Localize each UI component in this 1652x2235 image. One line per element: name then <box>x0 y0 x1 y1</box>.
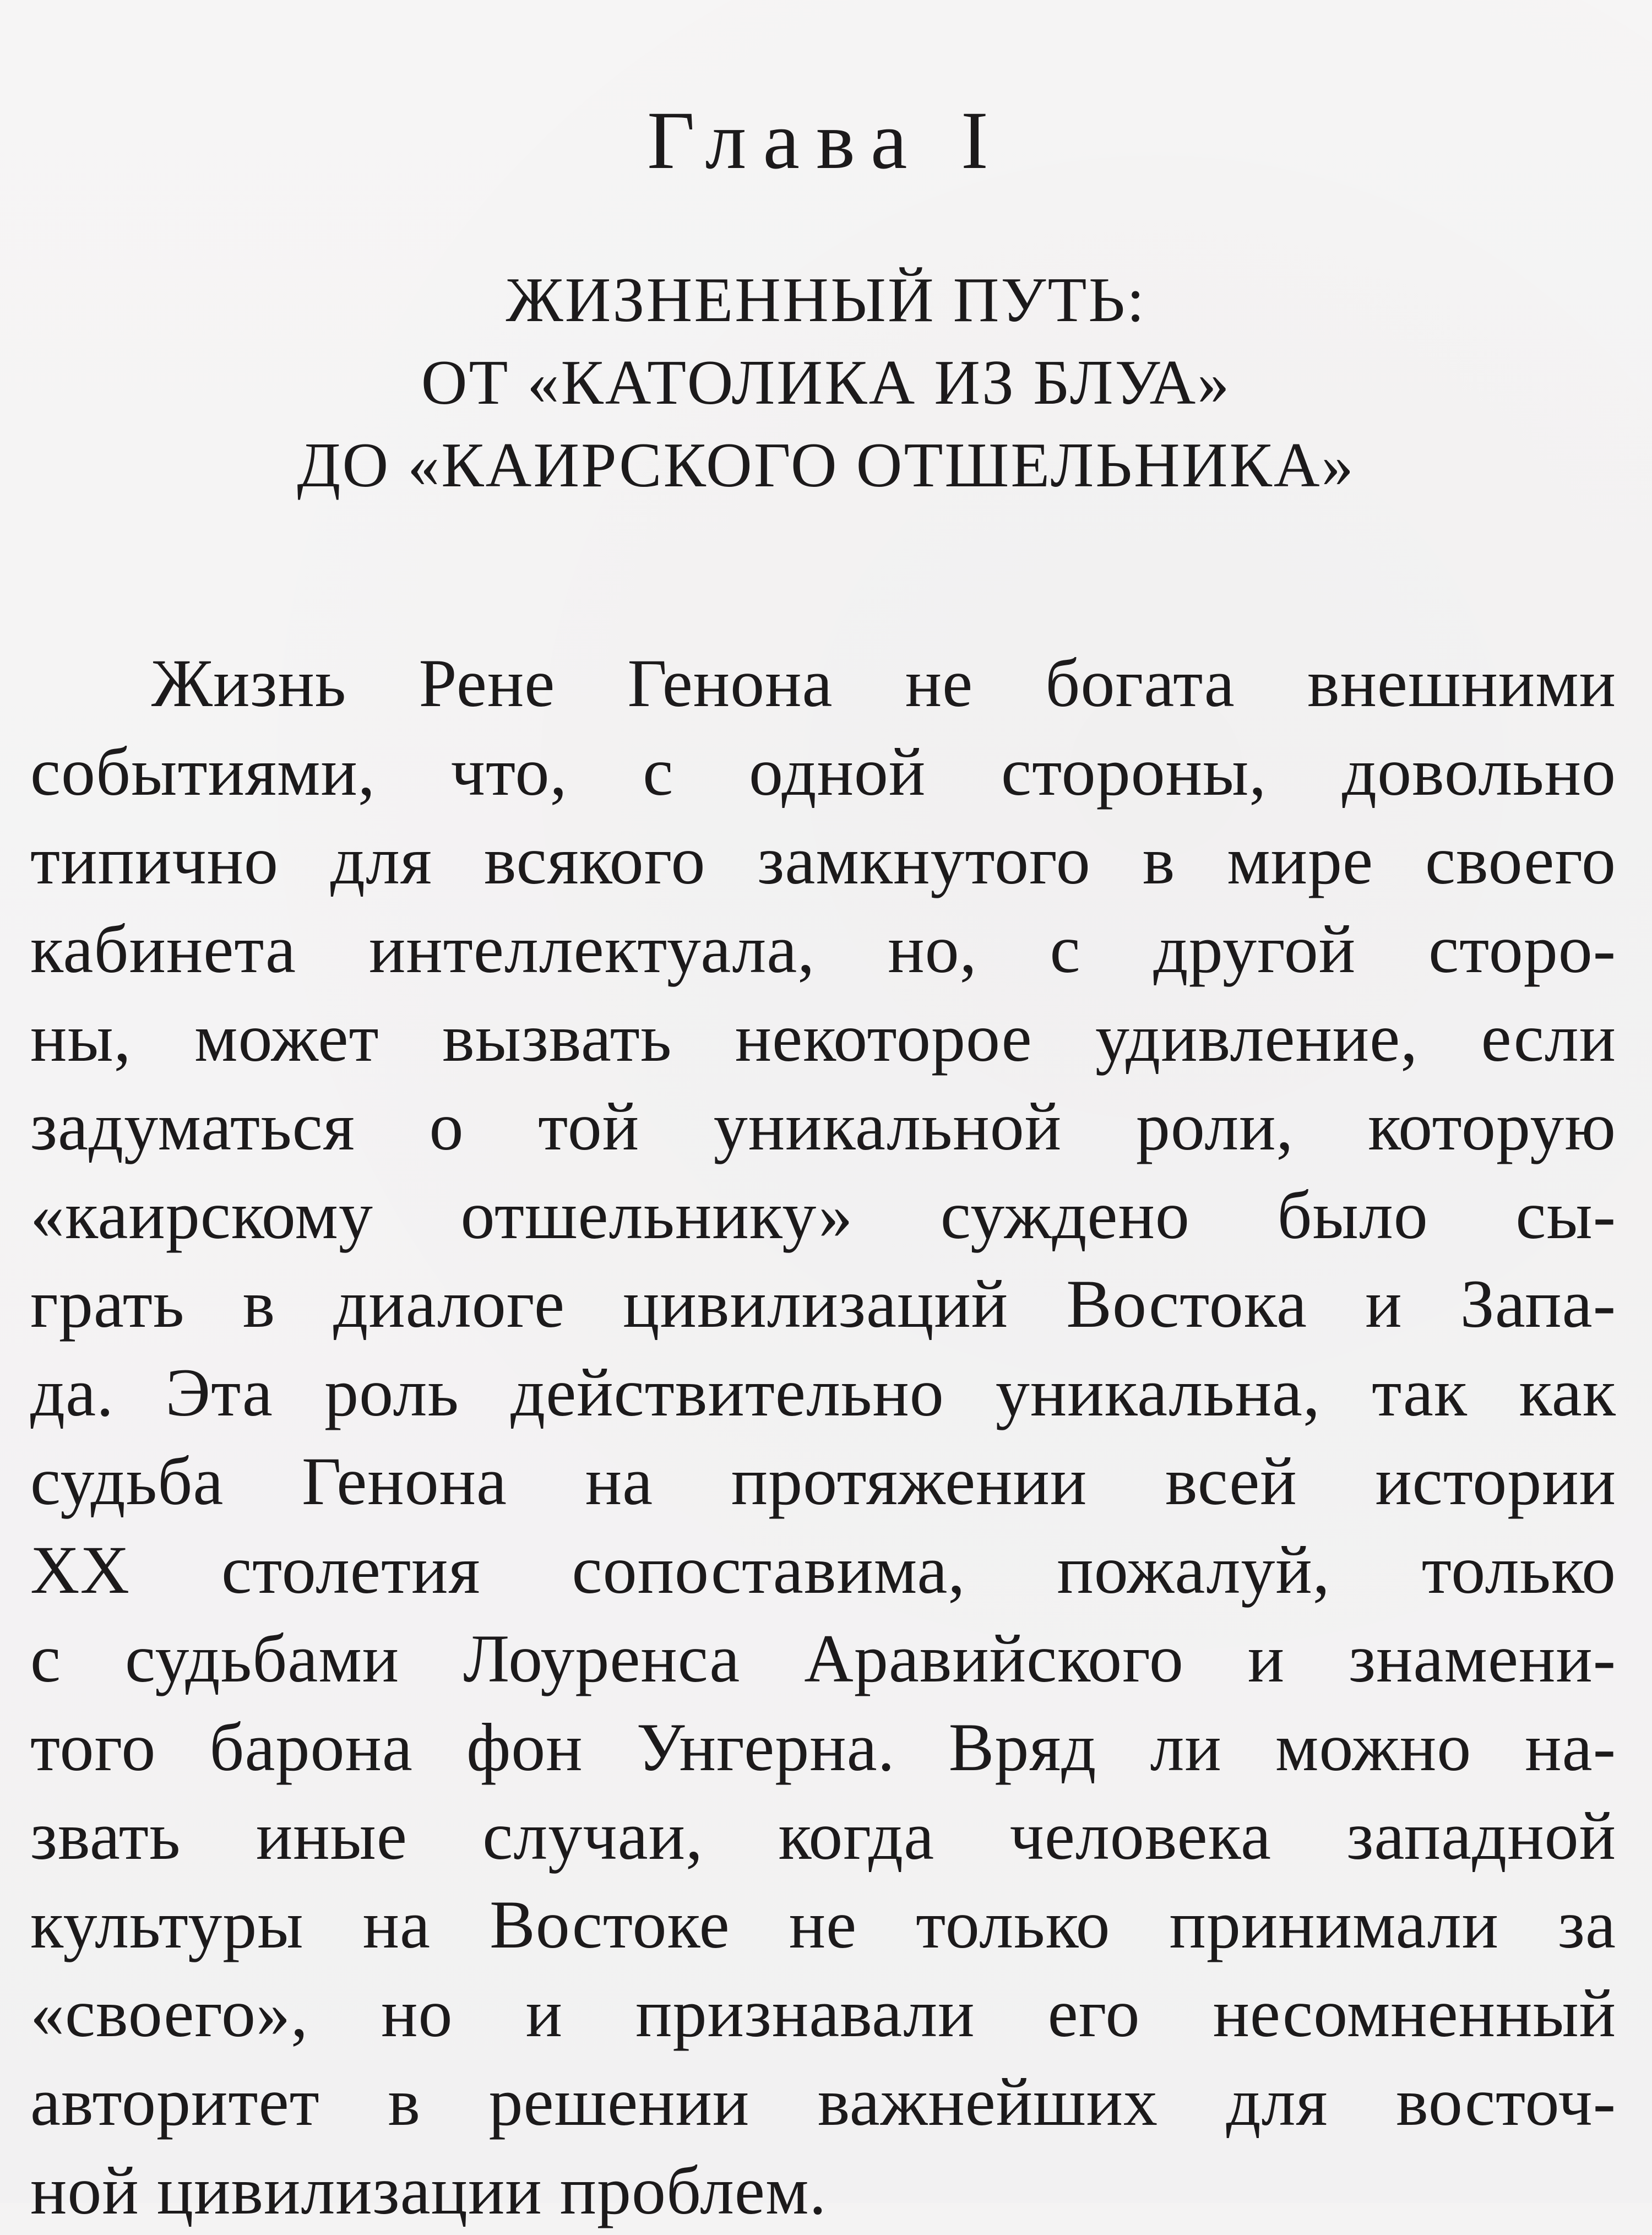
text-line: задуматься о той уникальной роли, которую <box>30 1089 1616 1164</box>
text-line: судьба Генона на протяжении всей истории <box>30 1444 1616 1519</box>
chapter-title-line: ЖИЗНЕННЫЙ ПУТЬ: <box>506 265 1146 335</box>
chapter-title <box>0 259 1652 507</box>
text-line: «каирскому отшельнику» суждено было сы- <box>30 1178 1616 1253</box>
text-line: событиями, что, с одной стороны, довольно <box>30 734 1616 810</box>
text-line: да. Эта роль действительно уникальна, так как <box>30 1355 1616 1430</box>
text-line: культуры на Востоке не только принимали за <box>30 1887 1616 1962</box>
body-paragraph <box>30 639 1616 2235</box>
text-line: типично для всякого замкнутого в мире своего <box>30 823 1616 898</box>
chapter-title-line: ДО «КАИРСКОГО ОТШЕЛЬНИКА» <box>297 430 1355 501</box>
text-line: звать иные случаи, когда человека западной <box>30 1798 1616 1874</box>
text-line: ной цивилизации проблем. <box>30 2153 827 2228</box>
chapter-label: Глава I <box>647 95 1005 186</box>
text-line: с судьбами Лоуренса Аравийского и знамени- <box>30 1621 1616 1696</box>
text-line: «своего», но и признавали его несомненный <box>30 1976 1616 2051</box>
text-line: ны, может вызвать некоторое удивление, если <box>30 1000 1616 1076</box>
text-line: того барона фон Унгерна. Вряд ли можно на- <box>30 1710 1616 1785</box>
text-line: XX столетия сопоставима, пожалуй, только <box>30 1532 1616 1608</box>
text-line: грать в диалоге цивилизаций Востока и Запа- <box>30 1266 1616 1342</box>
chapter-title-line: ОТ «КАТОЛИКА ИЗ БЛУА» <box>421 348 1231 418</box>
text-line: Жизнь Рене Генона не богата внешними <box>151 645 1616 721</box>
text-line: авторитет в решении важнейших для восточ- <box>30 2064 1616 2140</box>
text-line: кабинета интеллектуала, но, с другой сторо- <box>30 912 1616 987</box>
